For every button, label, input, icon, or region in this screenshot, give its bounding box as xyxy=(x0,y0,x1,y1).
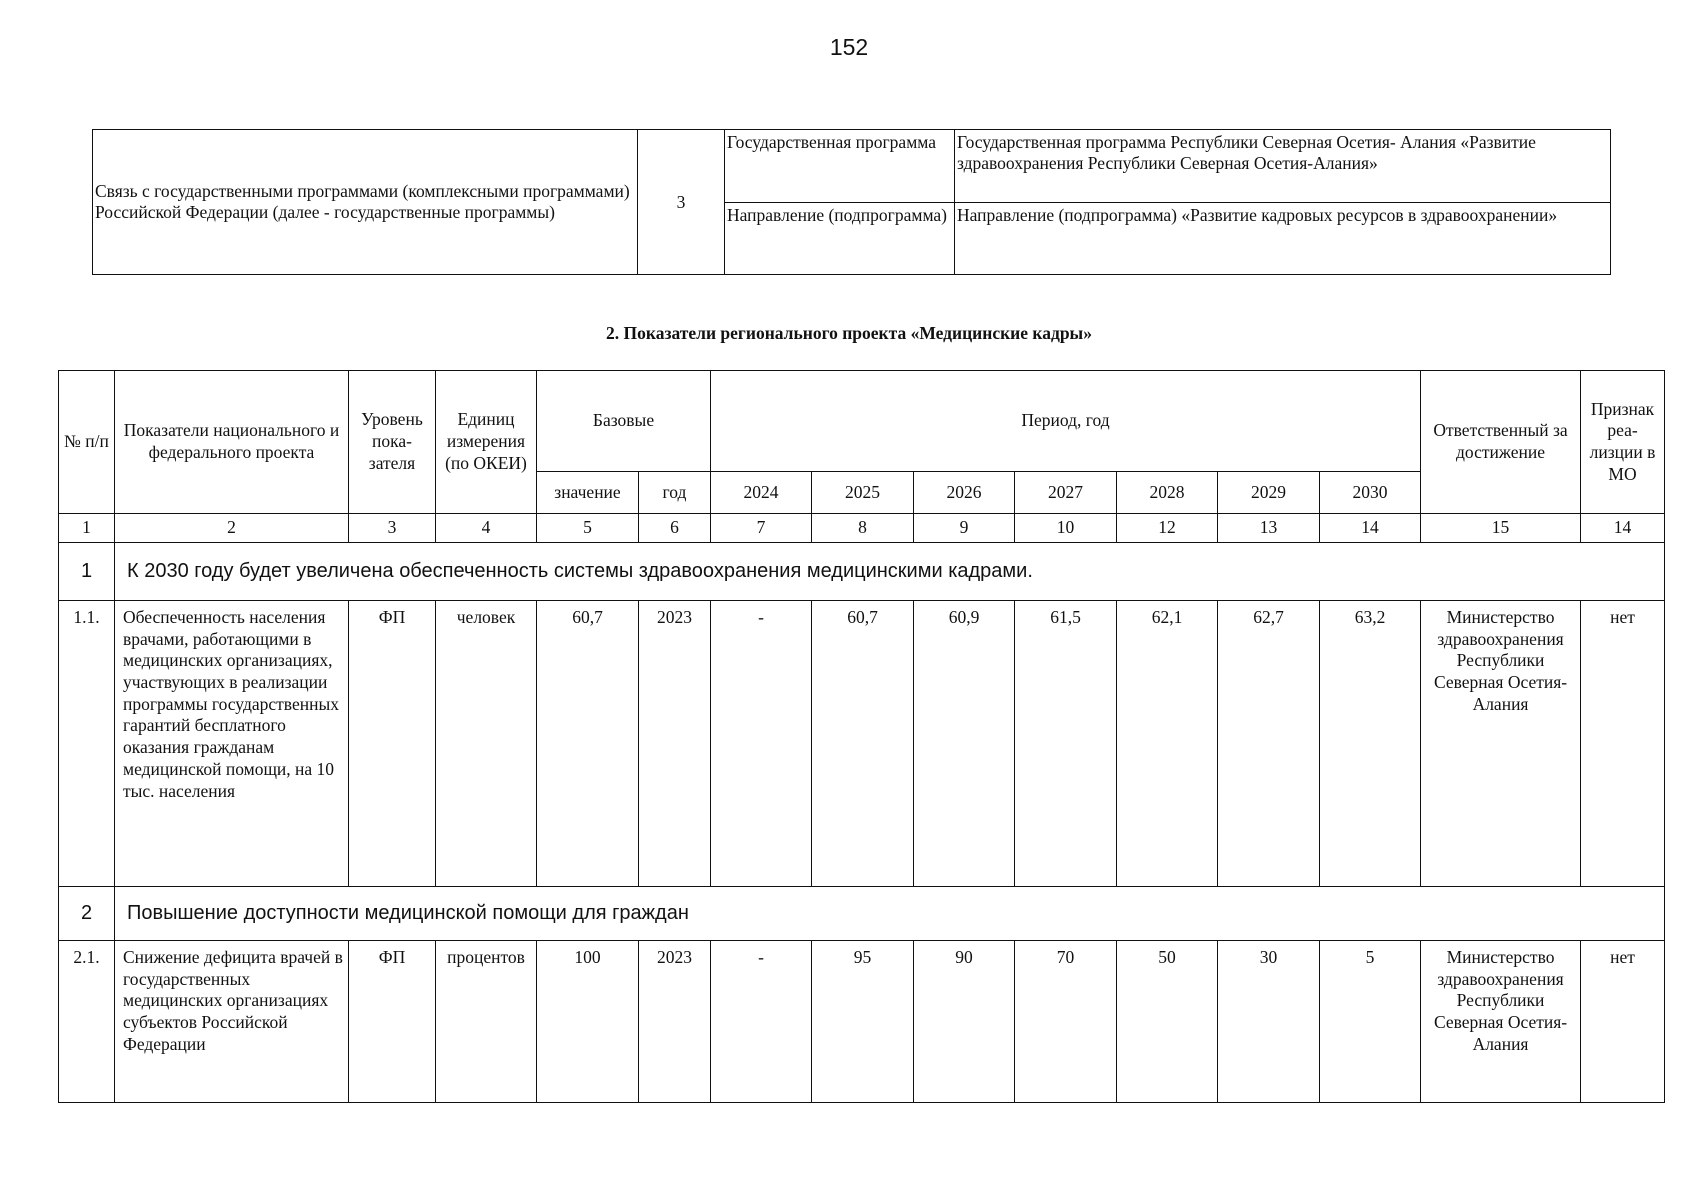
indicator-unit: человек xyxy=(436,601,537,887)
group-row xyxy=(59,887,1665,941)
table-row xyxy=(59,941,1665,1103)
column-number: 3 xyxy=(349,514,436,543)
column-number: 4 xyxy=(436,514,537,543)
subprogram-type-cell: Направление (подпрограмма) xyxy=(725,203,955,275)
column-number: 14 xyxy=(1320,514,1421,543)
column-number: 13 xyxy=(1218,514,1320,543)
group-title: К 2030 году будет увеличена обеспеченность системы здравоохранения медицинскими кадрами. xyxy=(115,543,1665,601)
column-number: 10 xyxy=(1015,514,1117,543)
group-number: 1 xyxy=(59,543,115,601)
header-year: 2027 xyxy=(1015,472,1117,514)
column-number: 9 xyxy=(914,514,1015,543)
base-value: 60,7 xyxy=(537,601,639,887)
column-number-row xyxy=(59,514,1665,543)
header-num: № п/п xyxy=(59,371,115,514)
year-value: - xyxy=(711,941,812,1103)
indicator-level: ФП xyxy=(349,941,436,1103)
base-year: 2023 xyxy=(639,601,711,887)
header-year: 2028 xyxy=(1117,472,1218,514)
indicator-name: Обеспеченность населения врачами, работающими в медицинских организациях, участвующих в реализации программы государственных гарантий бесплатного оказания гражданам медицинской помощи, на 10 тыс. населения xyxy=(115,601,349,887)
group-title: Повышение доступности медицинской помощи для граждан xyxy=(115,887,1665,941)
year-value: 62,1 xyxy=(1117,601,1218,887)
year-value: 62,7 xyxy=(1218,601,1320,887)
indicators-table xyxy=(58,370,1665,1103)
mo-flag: нет xyxy=(1581,601,1665,887)
program-type-cell: Государственная программа xyxy=(725,130,955,203)
year-value: 5 xyxy=(1320,941,1421,1103)
program-link-number: 3 xyxy=(638,130,725,275)
year-value: 50 xyxy=(1117,941,1218,1103)
column-number: 5 xyxy=(537,514,639,543)
header-base-year: год xyxy=(639,472,711,514)
header-base: Базовые xyxy=(537,371,711,472)
year-value: 60,7 xyxy=(812,601,914,887)
column-number: 6 xyxy=(639,514,711,543)
year-value: 63,2 xyxy=(1320,601,1421,887)
section-title: 2. Показатели регионального проекта «Медицинские кадры» xyxy=(606,323,1092,343)
header-year: 2029 xyxy=(1218,472,1320,514)
year-value: 30 xyxy=(1218,941,1320,1103)
mo-flag: нет xyxy=(1581,941,1665,1103)
program-link-table xyxy=(92,129,1611,275)
header-year: 2024 xyxy=(711,472,812,514)
program-link-label: Связь с государственными программами (комплексными программами) Российской Федерации (далее - государственные программы) xyxy=(93,130,638,275)
base-value: 100 xyxy=(537,941,639,1103)
header-year: 2026 xyxy=(914,472,1015,514)
group-row xyxy=(59,543,1665,601)
responsible: Министерство здравоохранения Республики Северная Осетия-Алания xyxy=(1421,601,1581,887)
header-period: Период, год xyxy=(711,371,1421,472)
indicator-unit: процентов xyxy=(436,941,537,1103)
row-num: 1.1. xyxy=(59,601,115,887)
column-number: 14 xyxy=(1581,514,1665,543)
header-unit: Единиц измерения (по ОКЕИ) xyxy=(436,371,537,514)
year-value: 70 xyxy=(1015,941,1117,1103)
column-number: 1 xyxy=(59,514,115,543)
subprogram-value-cell: Направление (подпрограмма) «Развитие кадровых ресурсов в здравоохранении» xyxy=(955,203,1611,275)
year-value: 90 xyxy=(914,941,1015,1103)
column-number: 7 xyxy=(711,514,812,543)
year-value: 60,9 xyxy=(914,601,1015,887)
program-value-cell: Государственная программа Республики Северная Осетия- Алания «Развитие здравоохранения Республики Северная Осетия-Алания» xyxy=(955,130,1611,203)
header-year: 2030 xyxy=(1320,472,1421,514)
group-number: 2 xyxy=(59,887,115,941)
header-indicator: Показатели национального и федерального проекта xyxy=(115,371,349,514)
base-year: 2023 xyxy=(639,941,711,1103)
year-value: - xyxy=(711,601,812,887)
header-level: Уровень пока-зателя xyxy=(349,371,436,514)
column-number: 12 xyxy=(1117,514,1218,543)
header-year: 2025 xyxy=(812,472,914,514)
indicator-level: ФП xyxy=(349,601,436,887)
column-number: 2 xyxy=(115,514,349,543)
row-num: 2.1. xyxy=(59,941,115,1103)
indicator-name: Снижение дефицита врачей в государственных медицинских организациях субъектов Российской Федерации xyxy=(115,941,349,1103)
responsible: Министерство здравоохранения Республики Северная Осетия-Алания xyxy=(1421,941,1581,1103)
year-value: 61,5 xyxy=(1015,601,1117,887)
header-responsible: Ответственный за достижение xyxy=(1421,371,1581,514)
column-number: 15 xyxy=(1421,514,1581,543)
page-number: 152 xyxy=(829,34,869,60)
table-row xyxy=(59,601,1665,887)
header-mo: Признак реа-лизции в МО xyxy=(1581,371,1665,514)
year-value: 95 xyxy=(812,941,914,1103)
header-base-value: значение xyxy=(537,472,639,514)
column-number: 8 xyxy=(812,514,914,543)
